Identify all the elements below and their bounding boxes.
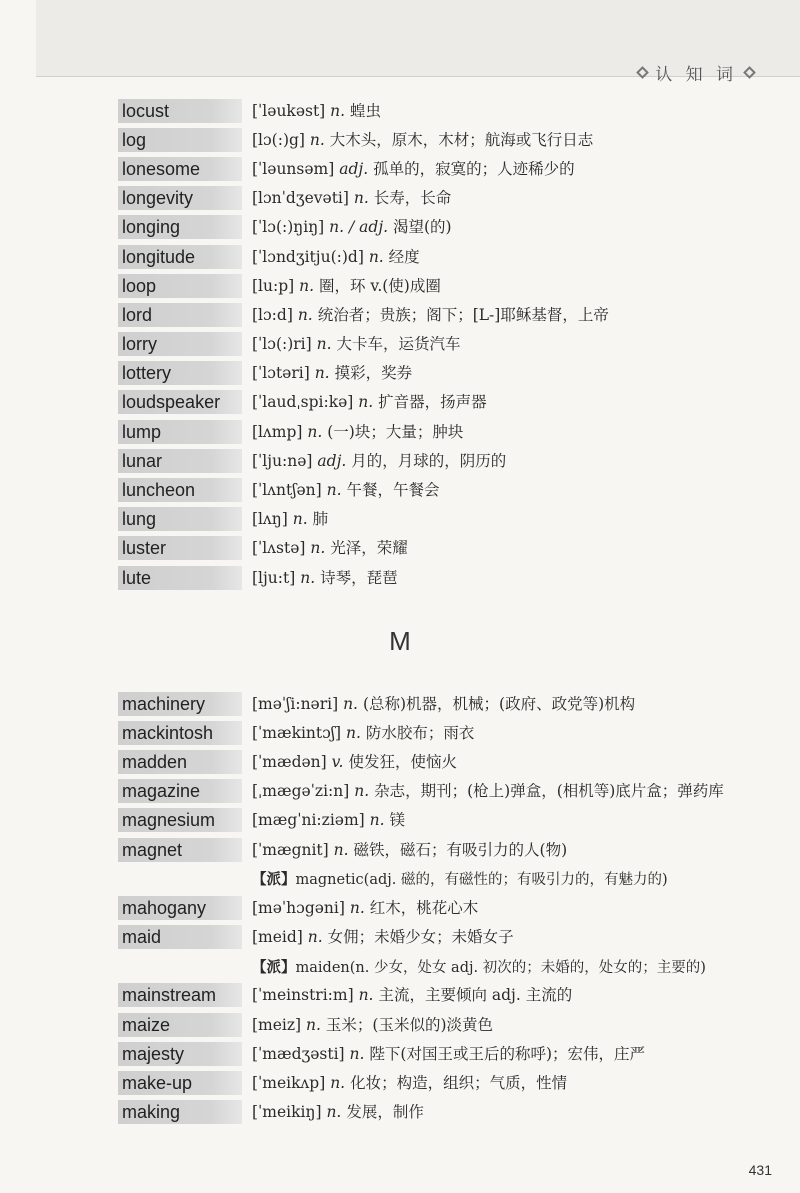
entry-row <box>118 718 768 747</box>
phonetic: [ˈlɔ(:)ri] <box>252 335 312 354</box>
entry-row <box>118 446 768 475</box>
entry-row <box>118 835 768 864</box>
definition <box>252 1071 567 1095</box>
phonetic: [ˈmædʒəsti] <box>252 1044 345 1063</box>
meaning: 大木头，原木，木材；航海或飞行日志 <box>329 130 594 149</box>
headword: mackintosh <box>118 721 242 745</box>
section-letter: M <box>389 626 411 656</box>
headword: maid <box>118 925 242 949</box>
meaning: (一)块；大量；肿块 <box>327 422 464 441</box>
phonetic: [lju:t] <box>252 568 296 587</box>
definition <box>252 779 724 803</box>
derived-text: magnetic(adj. 磁的，有磁性的；有吸引力的，有魅力的) <box>295 872 668 889</box>
definition <box>252 478 439 502</box>
entry-row <box>118 777 768 806</box>
definition <box>252 1042 645 1066</box>
definition <box>252 750 457 774</box>
entry-list-m <box>118 689 768 1127</box>
entry-row <box>118 125 768 154</box>
part-of-speech: n. <box>297 305 313 324</box>
definition <box>252 1013 493 1037</box>
entry-row <box>118 1039 768 1068</box>
phonetic: [meiz] <box>252 1015 302 1034</box>
part-of-speech: n. / adj. <box>329 218 389 237</box>
phonetic: [ˈmædən] <box>252 752 327 771</box>
part-of-speech: v. <box>331 752 344 771</box>
entry-row <box>118 184 768 213</box>
entry-row <box>118 96 768 125</box>
meaning: 使发狂，使恼火 <box>348 752 457 771</box>
meaning: 摸彩，奖券 <box>334 364 413 383</box>
phonetic: [ˈlʌstə] <box>252 539 306 558</box>
entry-row <box>118 271 768 300</box>
phonetic: [ˈlʌntʃən] <box>252 481 322 500</box>
entry-row <box>118 242 768 271</box>
part-of-speech: n. <box>330 101 346 120</box>
meaning: 化妆；构造，组织；气质，性情 <box>350 1074 568 1093</box>
derived-entry <box>118 864 768 893</box>
part-of-speech: n. <box>333 840 349 859</box>
phonetic: [ˈlɔtəri] <box>252 364 310 383</box>
phonetic: [lʌŋ] <box>252 510 288 529</box>
entry-row <box>118 505 768 534</box>
definition <box>252 808 405 832</box>
meaning: 经度 <box>388 247 420 266</box>
headword: lute <box>118 566 242 590</box>
entry-row <box>118 388 768 417</box>
entry-row <box>118 747 768 776</box>
phonetic: [ˌmægəˈzi:n] <box>252 782 350 801</box>
headword: mahogany <box>118 896 242 920</box>
part-of-speech: n. <box>292 510 308 529</box>
meaning: 渴望(的) <box>393 218 452 237</box>
definition <box>252 536 408 560</box>
entry-row <box>118 893 768 922</box>
headword: log <box>118 128 242 152</box>
meaning: 防水胶布；雨衣 <box>365 723 475 742</box>
definition <box>252 332 461 356</box>
meaning: 光泽，荣耀 <box>330 539 408 558</box>
headword: magnet <box>118 838 242 862</box>
part-of-speech: n. <box>369 811 385 830</box>
headword: luster <box>118 536 242 560</box>
phonetic: [ˈmægnit] <box>252 840 329 859</box>
phonetic: [ˈlju:nə] <box>252 451 313 470</box>
entry-row <box>118 689 768 718</box>
headword: lottery <box>118 361 242 385</box>
phonetic: [ˈmeinstri:m] <box>252 986 354 1005</box>
entry-row <box>118 563 768 592</box>
headword: longitude <box>118 245 242 269</box>
headword: make-up <box>118 1071 242 1095</box>
part-of-speech: n. <box>309 130 325 149</box>
phonetic: [ˈmeikiŋ] <box>252 1103 322 1122</box>
meaning: 扩音器，扬声器 <box>378 393 487 412</box>
definition <box>252 420 463 444</box>
headword: machinery <box>118 692 242 716</box>
definition <box>252 215 452 239</box>
definition <box>252 721 474 745</box>
entry-row <box>118 475 768 504</box>
definition <box>252 1100 424 1124</box>
meaning: 肺 <box>312 510 329 529</box>
entry-row <box>118 300 768 329</box>
part-of-speech: n. <box>299 276 315 295</box>
phonetic: [ˈləukəst] <box>252 101 326 120</box>
definition <box>252 838 567 862</box>
headword: longevity <box>118 186 242 210</box>
meaning: 蝗虫 <box>350 101 382 120</box>
headword: lord <box>118 303 242 327</box>
phonetic: [məˈhɔgəni] <box>252 898 345 917</box>
meaning: 镁 <box>389 811 406 830</box>
meaning: 红木，桃花心木 <box>369 898 479 917</box>
phonetic: [ˈmækintɔʃ] <box>252 723 342 742</box>
part-of-speech: n. <box>349 1044 365 1063</box>
headword: lunar <box>118 449 242 473</box>
header-title: 认 知 词 <box>655 64 737 85</box>
definition <box>252 983 572 1007</box>
page-number: 431 <box>748 1162 772 1178</box>
headword: magazine <box>118 779 242 803</box>
part-of-speech: n. <box>307 928 323 947</box>
headword: loudspeaker <box>118 390 242 414</box>
definition <box>252 692 635 716</box>
meaning: (总称)机器，机械；(政府、政党等)机构 <box>362 694 636 713</box>
entry-row <box>118 981 768 1010</box>
definition <box>252 925 514 949</box>
entry-row <box>118 534 768 563</box>
part-of-speech: n. <box>300 568 316 587</box>
phonetic: [lɔ(:)g] <box>252 130 305 149</box>
headword: loop <box>118 274 242 298</box>
entry-row <box>118 213 768 242</box>
derived-tag: 【派】 <box>252 871 296 889</box>
headword: lump <box>118 420 242 444</box>
part-of-speech: n. <box>310 539 326 558</box>
meaning: 主流，主要倾向 adj. 主流的 <box>378 986 573 1005</box>
meaning: 长寿，长命 <box>373 189 452 208</box>
meaning: 统治者；贵族；阁下；[L-]耶稣基督，上帝 <box>317 305 609 324</box>
headword: lung <box>118 507 242 531</box>
part-of-speech: n. <box>316 335 332 354</box>
part-of-speech: n. <box>330 1074 346 1093</box>
entry-row <box>118 923 768 952</box>
phonetic: [lɔ:d] <box>252 305 293 324</box>
part-of-speech: n. <box>343 694 358 713</box>
definition <box>252 128 593 152</box>
meaning: 圈，环 v.(使)成圈 <box>318 276 441 295</box>
part-of-speech: n. <box>349 898 365 917</box>
derived-tag: 【派】 <box>252 958 296 976</box>
entry-row <box>118 806 768 835</box>
entry-row <box>118 154 768 183</box>
headword: luncheon <box>118 478 242 502</box>
part-of-speech: n. <box>306 1015 321 1034</box>
headword: majesty <box>118 1042 242 1066</box>
phonetic: [ˈlɔ(:)ŋiŋ] <box>252 218 325 237</box>
phonetic: [meid] <box>252 928 303 947</box>
phonetic: [ˈlɔndʒitju(:)d] <box>252 247 364 266</box>
page-header <box>638 60 754 84</box>
entry-row <box>118 359 768 388</box>
definition <box>252 303 609 327</box>
headword: longing <box>118 215 242 239</box>
definition <box>252 896 478 920</box>
headword: mainstream <box>118 983 242 1007</box>
definition <box>252 99 381 123</box>
meaning: 女佣；未婚少女；未婚女子 <box>327 928 514 947</box>
phonetic: [mægˈni:ziəm] <box>252 811 365 830</box>
meaning: 月的，月球的，阴历的 <box>351 451 507 470</box>
headword: lonesome <box>118 157 242 181</box>
definition <box>252 245 420 269</box>
meaning: 午餐，午餐会 <box>346 481 440 500</box>
meaning: 磁铁，磁石；有吸引力的人(物) <box>353 840 568 859</box>
derived-entry <box>118 952 768 981</box>
definition <box>252 390 487 414</box>
headword: locust <box>118 99 242 123</box>
headword: making <box>118 1100 242 1124</box>
definition <box>252 186 451 210</box>
part-of-speech: n. <box>314 364 330 383</box>
definition <box>252 361 412 385</box>
part-of-speech: n. <box>353 189 369 208</box>
meaning: 杂志，期刊；(枪上)弹盒，(相机等)底片盒；弹药库 <box>374 782 724 801</box>
part-of-speech: adj. <box>339 159 369 178</box>
headword: lorry <box>118 332 242 356</box>
part-of-speech: adj. <box>317 451 347 470</box>
entry-list-l <box>118 96 768 592</box>
part-of-speech: n. <box>354 782 370 801</box>
headword: maize <box>118 1013 242 1037</box>
phonetic: [ˈlaudˌspi:kə] <box>252 393 354 412</box>
phonetic: [məˈʃi:nəri] <box>252 694 339 713</box>
entry-row <box>118 1068 768 1097</box>
phonetic: [lʌmp] <box>252 422 303 441</box>
phonetic: [ˈləunsəm] <box>252 159 335 178</box>
part-of-speech: n. <box>358 393 374 412</box>
diamond-icon <box>743 66 756 79</box>
meaning: 诗琴，琵琶 <box>320 568 398 587</box>
part-of-speech: n. <box>358 986 374 1005</box>
entry-row <box>118 330 768 359</box>
entry-row <box>118 1098 768 1127</box>
part-of-speech: n. <box>326 481 342 500</box>
definition <box>252 157 575 181</box>
meaning: 陛下(对国王或王后的称呼)；宏伟，庄严 <box>369 1044 646 1063</box>
entry-row <box>118 1010 768 1039</box>
part-of-speech: n. <box>346 723 361 742</box>
meaning: 发展，制作 <box>346 1103 424 1122</box>
meaning: 大卡车，运货汽车 <box>336 335 461 354</box>
meaning: 玉米；(玉米似的)淡黄色 <box>325 1015 493 1034</box>
entry-row <box>118 417 768 446</box>
meaning: 孤单的，寂寞的；人迹稀少的 <box>373 159 575 178</box>
part-of-speech: n. <box>326 1103 342 1122</box>
definition <box>252 507 328 531</box>
diamond-icon <box>636 66 649 79</box>
phonetic: [ˈmeikʌp] <box>252 1074 326 1093</box>
headword: magnesium <box>118 808 242 832</box>
definition <box>252 449 506 473</box>
definition <box>252 274 441 298</box>
phonetic: [lɔnˈdʒevəti] <box>252 189 349 208</box>
part-of-speech: n. <box>307 422 323 441</box>
headword: madden <box>118 750 242 774</box>
derived-text: maiden(n. 少女，处女 adj. 初次的；未婚的，处女的；主要的) <box>295 959 706 976</box>
phonetic: [lu:p] <box>252 276 295 295</box>
part-of-speech: n. <box>368 247 384 266</box>
definition <box>252 566 398 590</box>
